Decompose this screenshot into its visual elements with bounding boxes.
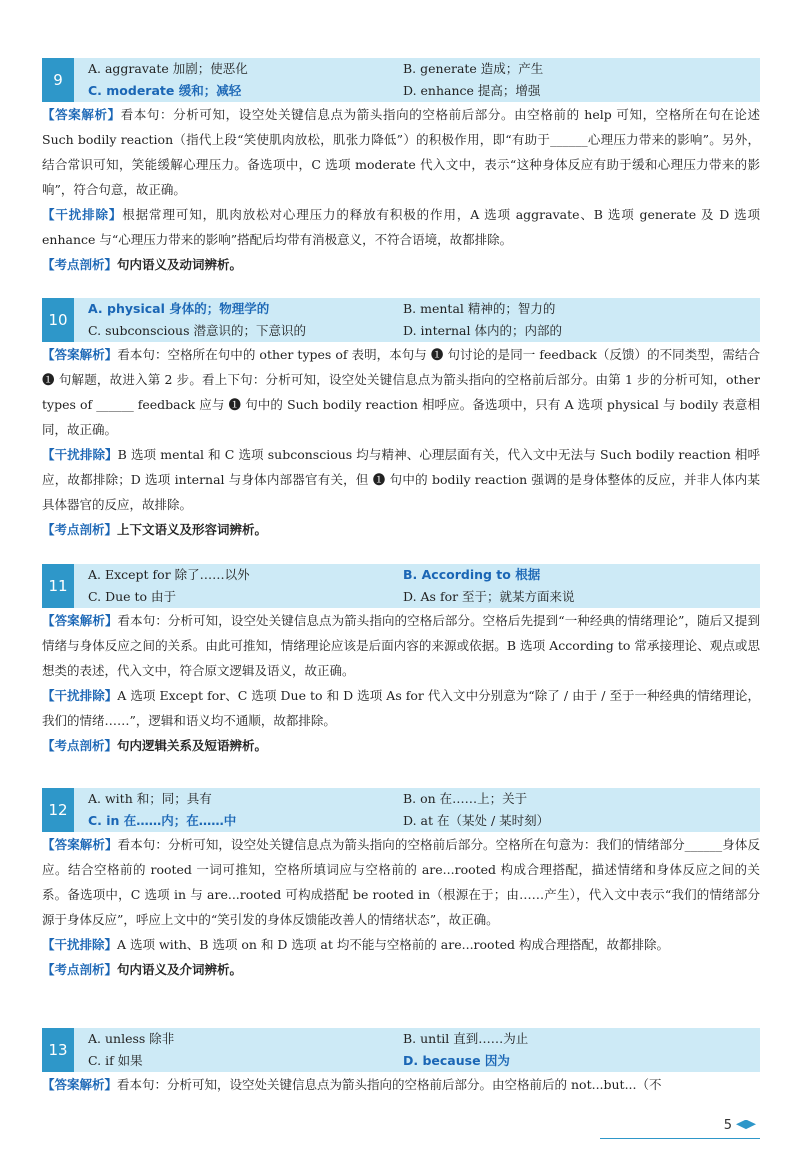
distractor-text: A 选项 Except for、C 选项 Due to 和 D 选项 As for 代入文中分别意为“除了 / 由于 / 至于一种经典的情绪理论，我们的情绪……”，逻辑和语义均不通顺，故都排除。 <box>42 688 760 728</box>
test-point-text: 上下文语义及形容词辨析。 <box>117 522 268 537</box>
options-box <box>42 1028 760 1072</box>
options-grid <box>74 564 760 608</box>
test-point <box>42 957 760 982</box>
option-c: C. if 如果 <box>88 1053 143 1068</box>
distractor-analysis <box>42 683 760 733</box>
answer-analysis-text: 看本句：分析可知，设空处关键信息点为箭头指向的空格前后部分。由空格前的 help 可知，空格所在句在论述 Such bodily reaction（指代上段“笑使肌肉放松，肌张力降低”）的积极作用，即“有助于______心理压力带来的影响”。另外，结合常识可知，笑能缓解心理压力。备选项中，C 选项 moderate 代入文中，表示“这种身体反应有助于缓和心理压力带来的影响”，符合句意，故正确。 <box>42 107 760 197</box>
option-d: D. at 在（某处 / 某时刻） <box>403 813 550 828</box>
options-grid <box>74 58 760 102</box>
test-point-tag: 【考点剖析】 <box>42 962 118 977</box>
page-number: 5 <box>723 1118 732 1133</box>
options-box <box>42 298 760 342</box>
answer-analysis-tag: 【答案解析】 <box>42 837 118 852</box>
test-point-tag: 【考点剖析】 <box>42 738 118 753</box>
distractor-tag: 【干扰排除】 <box>42 688 118 703</box>
question-number: 10 <box>42 298 74 342</box>
option-d: D. enhance 提高；增强 <box>403 83 541 98</box>
option-a-correct: A. physical 身体的；物理学的 <box>88 301 270 316</box>
question-12 <box>42 788 760 982</box>
answer-analysis <box>42 832 760 932</box>
distractor-text: B 选项 mental 和 C 选项 subconscious 均与精神、心理层面有关，代入文中无法与 Such bodily reaction 相呼应，故都排除；D 选项 internal 与身体内部器官有关，但 ❶ 句中的 bodily reaction 强调的是身体整体的反应，并非人体内某具体器官的反应，故排除。 <box>42 447 760 512</box>
test-point-tag: 【考点剖析】 <box>42 257 118 272</box>
test-point-text: 句内逻辑关系及短语辨析。 <box>117 738 268 753</box>
graduation-cap-icon <box>736 1120 756 1132</box>
options-box <box>42 564 760 608</box>
option-a: A. Except for 除了……以外 <box>88 567 250 582</box>
question-13 <box>42 1028 760 1097</box>
distractor-analysis <box>42 442 760 517</box>
answer-analysis-tag: 【答案解析】 <box>42 107 121 122</box>
option-b: B. mental 精神的；智力的 <box>403 301 556 316</box>
answer-analysis <box>42 608 760 683</box>
question-number: 9 <box>42 58 74 102</box>
test-point-text: 句内语义及动词辨析。 <box>117 257 243 272</box>
answer-analysis-text: 看本句：空格所在句中的 other types of 表明，本句与 ❶ 句讨论的是同一 feedback（反馈）的不同类型，需结合 ❶ 句解题，故进入第 2 步。看上下句：分析可知，设空处关键信息点为箭头指向的空格前后部分。由第 1 步的分析可知，other types of ______ feedback 应与 ❶ 句中的 Such bodily reaction 相呼应。备选项中，只有 A 选项 physical 与 bodily 表意相同，故正确。 <box>42 347 760 437</box>
option-d: D. As for 至于；就某方面来说 <box>403 589 575 604</box>
answer-analysis-tag: 【答案解析】 <box>42 613 118 628</box>
option-b: B. until 直到……为止 <box>403 1031 529 1046</box>
test-point-text: 句内语义及介词辨析。 <box>117 962 243 977</box>
option-d: D. internal 体内的；内部的 <box>403 323 562 338</box>
answer-analysis-text: 看本句：分析可知，设空处关键信息点为箭头指向的空格前后部分。空格所在句意为：我们的情绪部分______身体反应。结合空格前的 rooted 一词可推知，空格所填词应与空格前的 are...rooted 构成合理搭配，描述情绪和身体反应之间的关系。备选项中，C 选项 in 与 are...rooted 可构成搭配 be rooted in（根源在于；由……产生），代入文中表示“我们的情绪部分源于身体反应”，呼应上文中的“笑引发的身体反馈能改善人的情绪状态”，故正确。 <box>42 837 760 927</box>
answer-analysis <box>42 1072 760 1097</box>
distractor-text: A 选项 with、B 选项 on 和 D 选项 at 均不能与空格前的 are...rooted 构成合理搭配，故都排除。 <box>117 937 669 952</box>
option-c-correct: C. in 在……内；在……中 <box>88 813 237 828</box>
options-grid <box>74 298 760 342</box>
options-box <box>42 788 760 832</box>
answer-analysis <box>42 102 760 202</box>
test-point <box>42 252 760 277</box>
answer-analysis-text: 看本句：分析可知，设空处关键信息点为箭头指向的空格后部分。空格后先提到“一种经典的情绪理论”，随后又提到情绪与身体反应之间的关系。由此可推知，情绪理论应该是后面内容的来源或依据。B 选项 According to 常承接理论、观点或思想类的表述，代入文中，符合原文逻辑及语义，故正确。 <box>42 613 760 678</box>
question-9 <box>42 58 760 277</box>
question-number: 11 <box>42 564 74 608</box>
test-point-tag: 【考点剖析】 <box>42 522 118 537</box>
question-10 <box>42 298 760 542</box>
question-11 <box>42 564 760 758</box>
option-a: A. aggravate 加剧；使恶化 <box>88 61 248 76</box>
options-grid <box>74 788 760 832</box>
option-c: C. Due to 由于 <box>88 589 177 604</box>
answer-analysis-tag: 【答案解析】 <box>42 1077 118 1092</box>
option-d-correct: D. because 因为 <box>403 1053 510 1068</box>
test-point <box>42 517 760 542</box>
option-a: A. with 和；同；具有 <box>88 791 212 806</box>
question-number: 12 <box>42 788 74 832</box>
distractor-tag: 【干扰排除】 <box>42 447 118 462</box>
answer-analysis <box>42 342 760 442</box>
option-b: B. on 在……上；关于 <box>403 791 528 806</box>
question-number: 13 <box>42 1028 74 1072</box>
test-point <box>42 733 760 758</box>
options-grid <box>74 1028 760 1072</box>
distractor-text: 根据常理可知，肌肉放松对心理压力的释放有积极的作用，A 选项 aggravate、B 选项 generate 及 D 选项 enhance 与“心理压力带来的影响”搭配后均带有消极意义，不符合语境，故都排除。 <box>42 207 760 247</box>
option-c-correct: C. moderate 缓和；减轻 <box>88 83 242 98</box>
options-box <box>42 58 760 102</box>
option-a: A. unless 除非 <box>88 1031 175 1046</box>
option-c: C. subconscious 潜意识的；下意识的 <box>88 323 306 338</box>
page-footer <box>724 1118 756 1133</box>
answer-analysis-tag: 【答案解析】 <box>42 347 118 362</box>
distractor-tag: 【干扰排除】 <box>42 937 118 952</box>
footer-rule <box>600 1138 760 1139</box>
distractor-analysis <box>42 932 760 957</box>
option-b: B. generate 造成；产生 <box>403 61 544 76</box>
distractor-tag: 【干扰排除】 <box>42 207 123 222</box>
answer-analysis-text: 看本句：分析可知，设空处关键信息点为箭头指向的空格前后部分。由空格前后的 not...but...（不 <box>117 1077 662 1092</box>
distractor-analysis <box>42 202 760 252</box>
option-b-correct: B. According to 根据 <box>403 567 541 582</box>
